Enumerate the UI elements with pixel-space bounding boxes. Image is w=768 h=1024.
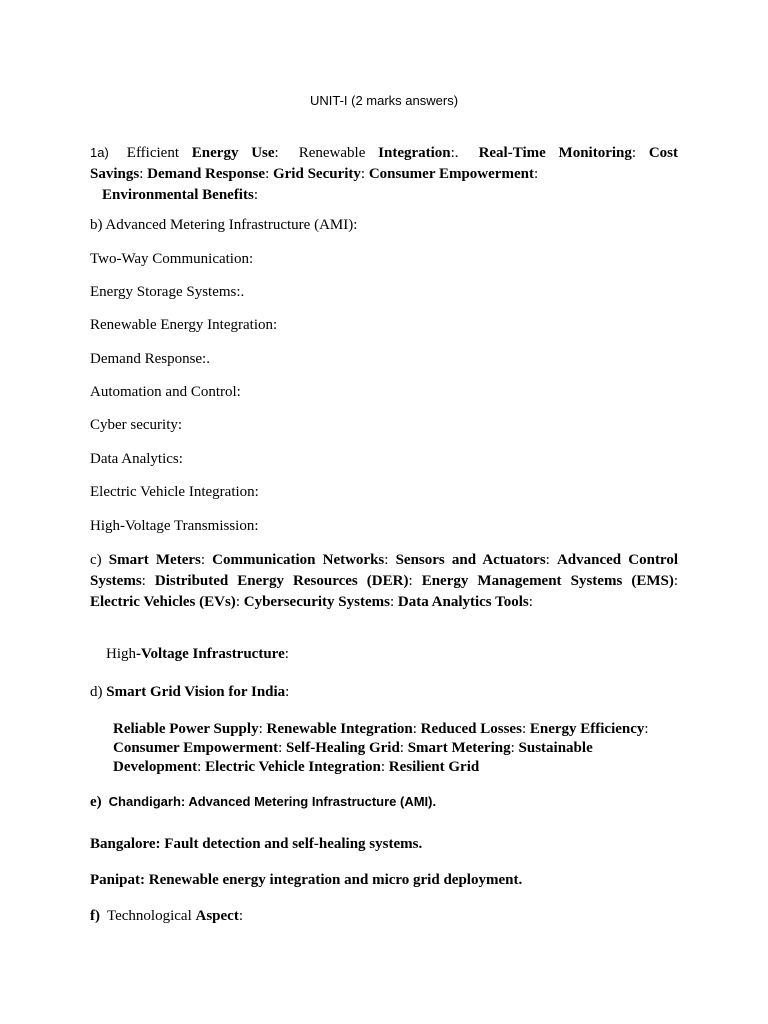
a-item-bold: Grid Security xyxy=(272,166,361,182)
a-item-bold: Cost Savings xyxy=(90,145,678,182)
c-item: Distributed Energy Resources (DER) xyxy=(154,573,409,589)
d-item: Reduced Losses xyxy=(420,721,522,737)
c-item: Data Analytics Tools xyxy=(397,594,529,610)
answer-1d-heading: d) Smart Grid Vision for India: xyxy=(90,684,290,700)
list-item: Automation and Control: xyxy=(90,384,241,400)
d-item: Energy Efficiency xyxy=(529,721,645,737)
e-line: Bangalore: Fault detection and self-healing systems. xyxy=(90,836,423,852)
a-item-pre: Renewable xyxy=(298,145,379,161)
c-item: Cybersecurity Systems xyxy=(243,594,390,610)
list-item: High-Voltage Transmission: xyxy=(90,518,259,534)
c-extra-post: : xyxy=(284,646,289,662)
c-extra-bold: -Voltage Infrastructure xyxy=(136,646,285,662)
d-item: Consumer Empowerment xyxy=(113,740,279,756)
f-bold: Aspect xyxy=(195,908,239,924)
d-item: Resilient Grid xyxy=(388,759,480,775)
list-item: Electric Vehicle Integration: xyxy=(90,484,259,500)
c-item: Electric Vehicles (EVs) xyxy=(90,594,236,610)
a-item-post: : xyxy=(631,145,637,161)
c-item: Energy Management Systems (EMS) xyxy=(421,573,674,589)
a-item-post: : xyxy=(253,187,258,203)
a-item-bold: Real-Time Monitoring xyxy=(478,145,632,161)
a-item-bold: Energy Use xyxy=(191,145,275,161)
a-item-post: : xyxy=(533,166,539,182)
list-item: Cyber security: xyxy=(90,417,183,433)
a-item-pre: Efficient xyxy=(126,145,192,161)
list-item: Demand Response:. xyxy=(90,351,210,367)
a-item-bold: Demand Response xyxy=(147,166,266,182)
answer-label: 1a) xyxy=(90,145,109,160)
answer-1c: c) Smart Meters: Communication Networks: Sensors and Actuators: Advanced Control Systems: Distributed Energy Resources (DER): Energy Management Systems (EMS): Electric Vehicles (EVs): Cybersecurity Systems: Data Analytics Tools: xyxy=(90,552,678,610)
answer-1f xyxy=(90,908,243,925)
answer-1d-items: Reliable Power Supply: Renewable Integration: Reduced Losses: Energy Efficiency: Consumer Empowerment: Self-Healing Grid: Smart Metering: Sustainable Development: Electric Vehicle Integration: Resilient Grid xyxy=(113,721,649,775)
e-line: Panipat: Renewable energy integration and micro grid deployment. xyxy=(90,872,523,888)
c-item: Smart Meters xyxy=(108,552,201,568)
d-item: Self-Healing Grid xyxy=(286,740,400,756)
c-item: Sensors and Actuators xyxy=(395,552,546,568)
d-item: Sustainable Development xyxy=(113,740,593,775)
d-item: Reliable Power Supply xyxy=(113,721,259,737)
list-item: Data Analytics: xyxy=(90,451,183,467)
a-item-post: :. xyxy=(450,145,459,161)
e-line-wrap xyxy=(90,872,522,889)
answer-1e-heading xyxy=(90,794,436,811)
a-item-post: : xyxy=(360,166,366,182)
a-item-bold: Environmental Benefits xyxy=(102,187,254,203)
answer-label: f) xyxy=(90,908,100,924)
a-item-post: : xyxy=(139,166,144,182)
c-item: Advanced Control Systems xyxy=(90,552,678,589)
list-item: Two-Way Communication: xyxy=(90,251,254,267)
answer-1a xyxy=(90,142,678,206)
answer-label: d) xyxy=(90,684,103,700)
a-item-post: : xyxy=(274,145,279,161)
a-item-bold: Consumer Empowerment xyxy=(368,166,534,182)
a-item-bold: Integration xyxy=(378,145,451,161)
d-item: Renewable Integration xyxy=(266,721,413,737)
d-item: Electric Vehicle Integration xyxy=(205,759,381,775)
page-title: UNIT-I (2 marks answers) xyxy=(309,93,459,108)
answer-1b-heading: b) Advanced Metering Infrastructure (AMI): xyxy=(90,217,358,233)
f-post: : xyxy=(238,908,243,924)
d-item: Smart Metering xyxy=(407,740,511,756)
list-item: Renewable Energy Integration: xyxy=(90,317,278,333)
f-pre: Technological xyxy=(107,908,196,924)
e-line: Chandigarh: Advanced Metering Infrastructure (AMI). xyxy=(108,794,437,809)
d-heading: Smart Grid Vision for India xyxy=(106,684,286,700)
c-item: Communication Networks xyxy=(212,552,385,568)
c-extra-pre: High xyxy=(106,646,136,662)
list-item: Energy Storage Systems:. xyxy=(90,284,245,300)
answer-label: c) xyxy=(90,552,102,568)
a-item-post: : xyxy=(265,166,270,182)
answer-label: e) xyxy=(90,794,102,810)
e-line-wrap xyxy=(90,836,422,853)
answer-1c-extra xyxy=(106,646,289,663)
